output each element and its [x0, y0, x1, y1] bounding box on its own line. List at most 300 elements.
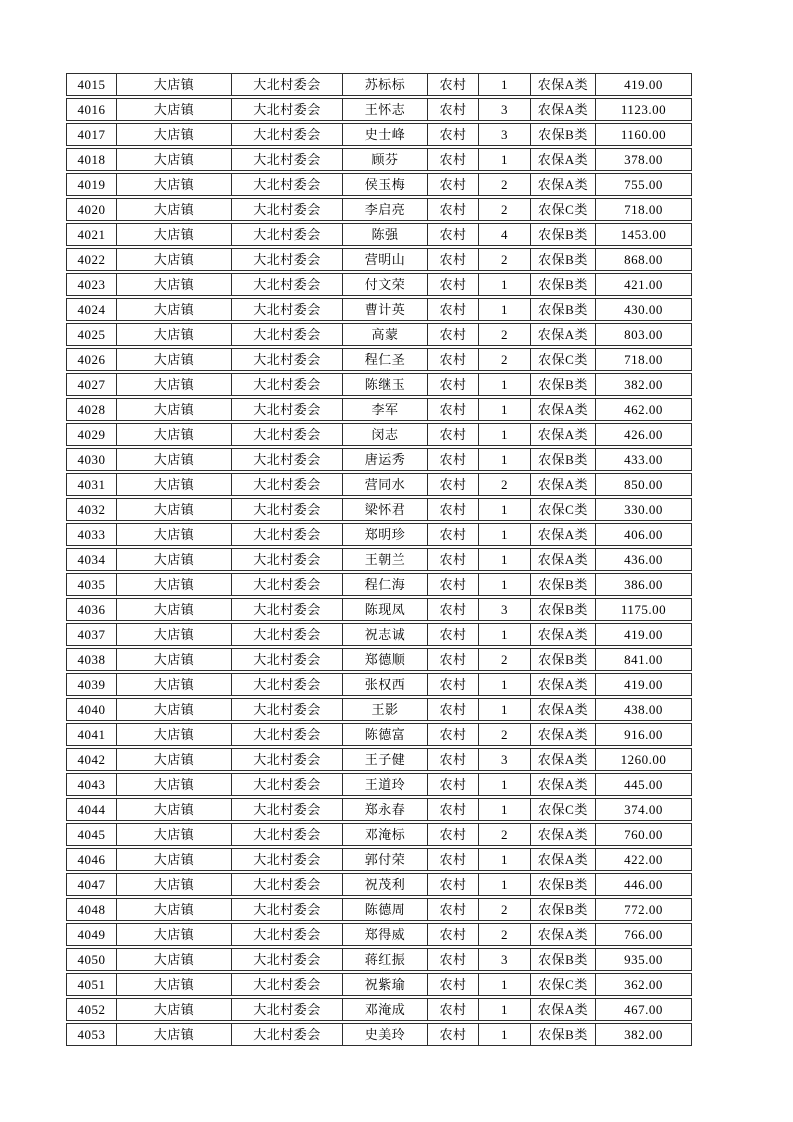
cell-name: 闵志: [343, 424, 428, 445]
cell-residence-type: 农村: [428, 274, 479, 295]
cell-row-number: 4023: [67, 274, 117, 295]
cell-person-count: 1: [479, 374, 531, 395]
cell-amount: 406.00: [624, 527, 663, 542]
table-row: [66, 1023, 692, 1046]
table-row: [66, 798, 692, 821]
cell-person-count: 2: [479, 724, 531, 745]
cell-row-number: 4040: [67, 699, 117, 720]
cell-residence-type: 农村: [428, 724, 479, 745]
cell-name: 郑得威: [343, 924, 428, 945]
table-row: [66, 123, 692, 146]
cell-residence-type: 农村: [428, 499, 479, 520]
cell-row-number: 4031: [67, 474, 117, 495]
cell-insurance-category: 农保C类: [531, 349, 596, 370]
cell-amount: 841.00: [624, 652, 663, 667]
cell-person-count: 1: [479, 524, 531, 545]
cell-row-number: 4036: [67, 599, 117, 620]
cell-person-count: 1: [479, 774, 531, 795]
cell-amount: 803.00: [624, 327, 663, 342]
table-row: [66, 173, 692, 196]
cell-residence-type: 农村: [428, 99, 479, 120]
cell-person-count: 2: [479, 249, 531, 270]
cell-village-committee: 大北村委会: [232, 149, 343, 170]
cell-name: 营同水: [343, 474, 428, 495]
cell-person-count: 2: [479, 174, 531, 195]
cell-residence-type: 农村: [428, 174, 479, 195]
cell-residence-type: 农村: [428, 599, 479, 620]
cell-residence-type: 农村: [428, 474, 479, 495]
cell-name: 王朝兰: [343, 549, 428, 570]
cell-amount: 1260.00: [620, 752, 667, 767]
cell-residence-type: 农村: [428, 349, 479, 370]
cell-row-number: 4025: [67, 324, 117, 345]
cell-person-count: 1: [479, 499, 531, 520]
cell-name: 付文荣: [343, 274, 428, 295]
cell-name: 史美玲: [343, 1024, 428, 1045]
cell-residence-type: 农村: [428, 949, 479, 970]
cell-village-committee: 大北村委会: [232, 574, 343, 595]
cell-person-count: 1: [479, 449, 531, 470]
cell-village-committee: 大北村委会: [232, 699, 343, 720]
cell-insurance-category: 农保B类: [531, 949, 596, 970]
cell-residence-type: 农村: [428, 449, 479, 470]
cell-amount: 718.00: [624, 202, 663, 217]
cell-person-count: 1: [479, 999, 531, 1020]
cell-town: 大店镇: [117, 749, 232, 770]
cell-insurance-category: 农保A类: [531, 674, 596, 695]
cell-village-committee: 大北村委会: [232, 199, 343, 220]
cell-residence-type: 农村: [428, 424, 479, 445]
cell-name: 苏标标: [343, 74, 428, 95]
cell-amount: 382.00: [624, 377, 663, 392]
cell-insurance-category: 农保A类: [531, 924, 596, 945]
cell-village-committee: 大北村委会: [232, 799, 343, 820]
cell-name: 郑永春: [343, 799, 428, 820]
cell-residence-type: 农村: [428, 324, 479, 345]
cell-town: 大店镇: [117, 199, 232, 220]
cell-insurance-category: 农保B类: [531, 899, 596, 920]
cell-residence-type: 农村: [428, 399, 479, 420]
table-row: [66, 598, 692, 621]
cell-town: 大店镇: [117, 424, 232, 445]
cell-amount: 766.00: [624, 927, 663, 942]
cell-village-committee: 大北村委会: [232, 899, 343, 920]
cell-village-committee: 大北村委会: [232, 99, 343, 120]
table-row: [66, 498, 692, 521]
table-row: [66, 248, 692, 271]
cell-name: 营明山: [343, 249, 428, 270]
cell-amount: 330.00: [624, 502, 663, 517]
cell-person-count: 1: [479, 849, 531, 870]
cell-residence-type: 农村: [428, 249, 479, 270]
cell-village-committee: 大北村委会: [232, 399, 343, 420]
cell-town: 大店镇: [117, 974, 232, 995]
cell-name: 祝志诚: [343, 624, 428, 645]
cell-village-committee: 大北村委会: [232, 924, 343, 945]
cell-person-count: 1: [479, 274, 531, 295]
cell-amount: 760.00: [624, 827, 663, 842]
cell-row-number: 4048: [67, 899, 117, 920]
cell-residence-type: 农村: [428, 699, 479, 720]
cell-insurance-category: 农保B类: [531, 649, 596, 670]
cell-village-committee: 大北村委会: [232, 449, 343, 470]
cell-name: 祝紫瑜: [343, 974, 428, 995]
cell-person-count: 1: [479, 399, 531, 420]
cell-name: 陈现凤: [343, 599, 428, 620]
cell-person-count: 3: [479, 99, 531, 120]
cell-amount: 446.00: [624, 877, 663, 892]
cell-village-committee: 大北村委会: [232, 74, 343, 95]
table-row: [66, 223, 692, 246]
cell-insurance-category: 农保A类: [531, 774, 596, 795]
cell-person-count: 2: [479, 324, 531, 345]
cell-town: 大店镇: [117, 74, 232, 95]
cell-town: 大店镇: [117, 824, 232, 845]
cell-insurance-category: 农保C类: [531, 799, 596, 820]
cell-insurance-category: 农保B类: [531, 599, 596, 620]
table-row: [66, 923, 692, 946]
table-row: [66, 98, 692, 121]
cell-town: 大店镇: [117, 349, 232, 370]
cell-name: 李军: [343, 399, 428, 420]
table-row: [66, 723, 692, 746]
table-row: [66, 673, 692, 696]
cell-village-committee: 大北村委会: [232, 749, 343, 770]
cell-name: 陈继玉: [343, 374, 428, 395]
cell-residence-type: 农村: [428, 74, 479, 95]
cell-insurance-category: 农保B类: [531, 874, 596, 895]
cell-insurance-category: 农保B类: [531, 249, 596, 270]
cell-person-count: 2: [479, 349, 531, 370]
cell-insurance-category: 农保A类: [531, 824, 596, 845]
cell-town: 大店镇: [117, 299, 232, 320]
cell-name: 唐运秀: [343, 449, 428, 470]
table-row: [66, 698, 692, 721]
table-row: [66, 748, 692, 771]
cell-village-committee: 大北村委会: [232, 324, 343, 345]
cell-person-count: 3: [479, 749, 531, 770]
cell-row-number: 4039: [67, 674, 117, 695]
cell-town: 大店镇: [117, 449, 232, 470]
cell-name: 祝茂利: [343, 874, 428, 895]
cell-name: 郭付荣: [343, 849, 428, 870]
cell-residence-type: 农村: [428, 999, 479, 1020]
cell-insurance-category: 农保A类: [531, 474, 596, 495]
cell-village-committee: 大北村委会: [232, 374, 343, 395]
cell-person-count: 3: [479, 124, 531, 145]
cell-village-committee: 大北村委会: [232, 124, 343, 145]
table-row: [66, 423, 692, 446]
cell-row-number: 4022: [67, 249, 117, 270]
cell-residence-type: 农村: [428, 224, 479, 245]
cell-village-committee: 大北村委会: [232, 224, 343, 245]
cell-town: 大店镇: [117, 949, 232, 970]
cell-insurance-category: 农保A类: [531, 724, 596, 745]
table-row: [66, 198, 692, 221]
cell-amount: 438.00: [624, 702, 663, 717]
cell-name: 梁怀君: [343, 499, 428, 520]
cell-row-number: 4046: [67, 849, 117, 870]
table-row: [66, 148, 692, 171]
cell-row-number: 4043: [67, 774, 117, 795]
cell-insurance-category: 农保B类: [531, 449, 596, 470]
cell-town: 大店镇: [117, 174, 232, 195]
cell-residence-type: 农村: [428, 799, 479, 820]
cell-person-count: 2: [479, 899, 531, 920]
table-row: [66, 973, 692, 996]
cell-town: 大店镇: [117, 674, 232, 695]
cell-name: 王影: [343, 699, 428, 720]
table-row: [66, 948, 692, 971]
cell-insurance-category: 农保B类: [531, 574, 596, 595]
cell-insurance-category: 农保A类: [531, 524, 596, 545]
table-row: [66, 273, 692, 296]
table-row: [66, 773, 692, 796]
cell-amount: 462.00: [624, 402, 663, 417]
cell-village-committee: 大北村委会: [232, 849, 343, 870]
cell-person-count: 1: [479, 874, 531, 895]
cell-row-number: 4026: [67, 349, 117, 370]
cell-amount: 422.00: [624, 852, 663, 867]
cell-insurance-category: 农保A类: [531, 149, 596, 170]
cell-person-count: 1: [479, 674, 531, 695]
cell-row-number: 4024: [67, 299, 117, 320]
cell-row-number: 4041: [67, 724, 117, 745]
cell-residence-type: 农村: [428, 874, 479, 895]
cell-row-number: 4028: [67, 399, 117, 420]
cell-person-count: 1: [479, 624, 531, 645]
cell-insurance-category: 农保A类: [531, 424, 596, 445]
cell-person-count: 1: [479, 299, 531, 320]
cell-insurance-category: 农保A类: [531, 849, 596, 870]
cell-residence-type: 农村: [428, 574, 479, 595]
cell-town: 大店镇: [117, 799, 232, 820]
cell-amount: 362.00: [624, 977, 663, 992]
cell-insurance-category: 农保B类: [531, 1024, 596, 1045]
cell-insurance-category: 农保B类: [531, 274, 596, 295]
cell-residence-type: 农村: [428, 974, 479, 995]
cell-name: 陈德周: [343, 899, 428, 920]
cell-town: 大店镇: [117, 724, 232, 745]
table-row: [66, 473, 692, 496]
cell-residence-type: 农村: [428, 149, 479, 170]
cell-town: 大店镇: [117, 899, 232, 920]
cell-residence-type: 农村: [428, 624, 479, 645]
cell-insurance-category: 农保A类: [531, 549, 596, 570]
cell-row-number: 4034: [67, 549, 117, 570]
cell-row-number: 4032: [67, 499, 117, 520]
cell-insurance-category: 农保A类: [531, 749, 596, 770]
cell-town: 大店镇: [117, 574, 232, 595]
cell-village-committee: 大北村委会: [232, 499, 343, 520]
cell-residence-type: 农村: [428, 199, 479, 220]
cell-person-count: 1: [479, 149, 531, 170]
cell-amount: 419.00: [624, 677, 663, 692]
cell-name: 曹计英: [343, 299, 428, 320]
cell-town: 大店镇: [117, 249, 232, 270]
cell-insurance-category: 农保A类: [531, 174, 596, 195]
cell-amount: 772.00: [624, 902, 663, 917]
cell-town: 大店镇: [117, 599, 232, 620]
cell-amount: 755.00: [624, 177, 663, 192]
table-row: [66, 548, 692, 571]
cell-town: 大店镇: [117, 374, 232, 395]
cell-name: 高蒙: [343, 324, 428, 345]
cell-village-committee: 大北村委会: [232, 549, 343, 570]
cell-row-number: 4049: [67, 924, 117, 945]
cell-amount: 850.00: [624, 477, 663, 492]
cell-row-number: 4035: [67, 574, 117, 595]
cell-row-number: 4016: [67, 99, 117, 120]
cell-name: 陈德富: [343, 724, 428, 745]
cell-row-number: 4027: [67, 374, 117, 395]
cell-name: 程仁海: [343, 574, 428, 595]
cell-residence-type: 农村: [428, 124, 479, 145]
cell-insurance-category: 农保A类: [531, 399, 596, 420]
cell-residence-type: 农村: [428, 849, 479, 870]
cell-residence-type: 农村: [428, 649, 479, 670]
cell-residence-type: 农村: [428, 674, 479, 695]
cell-town: 大店镇: [117, 399, 232, 420]
cell-amount: 1123.00: [620, 102, 667, 117]
cell-row-number: 4038: [67, 649, 117, 670]
cell-person-count: 3: [479, 949, 531, 970]
cell-village-committee: 大北村委会: [232, 724, 343, 745]
cell-insurance-category: 农保C类: [531, 974, 596, 995]
cell-insurance-category: 农保A类: [531, 699, 596, 720]
cell-amount: 935.00: [624, 952, 663, 967]
cell-town: 大店镇: [117, 324, 232, 345]
cell-person-count: 2: [479, 199, 531, 220]
cell-village-committee: 大北村委会: [232, 299, 343, 320]
cell-village-committee: 大北村委会: [232, 1024, 343, 1045]
cell-row-number: 4015: [67, 74, 117, 95]
cell-name: 王子健: [343, 749, 428, 770]
cell-residence-type: 农村: [428, 749, 479, 770]
cell-row-number: 4042: [67, 749, 117, 770]
cell-amount: 419.00: [624, 627, 663, 642]
cell-residence-type: 农村: [428, 299, 479, 320]
cell-insurance-category: 农保A类: [531, 324, 596, 345]
cell-village-committee: 大北村委会: [232, 349, 343, 370]
cell-village-committee: 大北村委会: [232, 474, 343, 495]
cell-name: 史士峰: [343, 124, 428, 145]
cell-amount: 386.00: [624, 577, 663, 592]
cell-name: 王怀志: [343, 99, 428, 120]
cell-town: 大店镇: [117, 774, 232, 795]
payment-table: [66, 73, 692, 1048]
cell-amount: 433.00: [624, 452, 663, 467]
cell-residence-type: 农村: [428, 924, 479, 945]
cell-row-number: 4052: [67, 999, 117, 1020]
table-row: [66, 373, 692, 396]
cell-amount: 421.00: [624, 277, 663, 292]
cell-row-number: 4053: [67, 1024, 117, 1045]
table-row: [66, 623, 692, 646]
table-row: [66, 573, 692, 596]
cell-name: 蒋红振: [343, 949, 428, 970]
cell-person-count: 2: [479, 924, 531, 945]
cell-person-count: 2: [479, 649, 531, 670]
cell-amount: 378.00: [624, 152, 663, 167]
cell-village-committee: 大北村委会: [232, 824, 343, 845]
cell-name: 邓淹标: [343, 824, 428, 845]
cell-amount: 445.00: [624, 777, 663, 792]
cell-insurance-category: 农保B类: [531, 124, 596, 145]
cell-insurance-category: 农保A类: [531, 99, 596, 120]
cell-town: 大店镇: [117, 624, 232, 645]
cell-row-number: 4037: [67, 624, 117, 645]
cell-town: 大店镇: [117, 499, 232, 520]
cell-person-count: 1: [479, 549, 531, 570]
cell-amount: 1175.00: [620, 602, 667, 617]
cell-amount: 374.00: [624, 802, 663, 817]
cell-town: 大店镇: [117, 149, 232, 170]
cell-village-committee: 大北村委会: [232, 624, 343, 645]
cell-residence-type: 农村: [428, 1024, 479, 1045]
cell-person-count: 1: [479, 1024, 531, 1045]
cell-person-count: 1: [479, 574, 531, 595]
cell-village-committee: 大北村委会: [232, 424, 343, 445]
table-row: [66, 848, 692, 871]
cell-town: 大店镇: [117, 874, 232, 895]
cell-person-count: 1: [479, 424, 531, 445]
cell-village-committee: 大北村委会: [232, 774, 343, 795]
cell-village-committee: 大北村委会: [232, 874, 343, 895]
cell-person-count: 1: [479, 974, 531, 995]
cell-row-number: 4050: [67, 949, 117, 970]
cell-town: 大店镇: [117, 474, 232, 495]
cell-insurance-category: 农保A类: [531, 74, 596, 95]
cell-amount: 1160.00: [620, 127, 667, 142]
cell-person-count: 1: [479, 799, 531, 820]
cell-row-number: 4033: [67, 524, 117, 545]
cell-row-number: 4045: [67, 824, 117, 845]
cell-residence-type: 农村: [428, 774, 479, 795]
cell-village-committee: 大北村委会: [232, 174, 343, 195]
cell-row-number: 4019: [67, 174, 117, 195]
cell-insurance-category: 农保B类: [531, 224, 596, 245]
cell-town: 大店镇: [117, 524, 232, 545]
cell-town: 大店镇: [117, 849, 232, 870]
cell-name: 王道玲: [343, 774, 428, 795]
cell-row-number: 4044: [67, 799, 117, 820]
cell-row-number: 4021: [67, 224, 117, 245]
cell-amount: 868.00: [624, 252, 663, 267]
cell-insurance-category: 农保A类: [531, 999, 596, 1020]
cell-town: 大店镇: [117, 274, 232, 295]
cell-name: 郑德顺: [343, 649, 428, 670]
cell-residence-type: 农村: [428, 824, 479, 845]
cell-amount: 467.00: [624, 1002, 663, 1017]
cell-town: 大店镇: [117, 549, 232, 570]
cell-residence-type: 农村: [428, 899, 479, 920]
cell-row-number: 4020: [67, 199, 117, 220]
cell-amount: 426.00: [624, 427, 663, 442]
cell-name: 陈强: [343, 224, 428, 245]
cell-town: 大店镇: [117, 1024, 232, 1045]
cell-insurance-category: 农保A类: [531, 624, 596, 645]
cell-town: 大店镇: [117, 924, 232, 945]
cell-person-count: 2: [479, 824, 531, 845]
cell-village-committee: 大北村委会: [232, 649, 343, 670]
cell-village-committee: 大北村委会: [232, 949, 343, 970]
cell-village-committee: 大北村委会: [232, 524, 343, 545]
table-row: [66, 323, 692, 346]
cell-village-committee: 大北村委会: [232, 999, 343, 1020]
cell-town: 大店镇: [117, 999, 232, 1020]
cell-row-number: 4047: [67, 874, 117, 895]
